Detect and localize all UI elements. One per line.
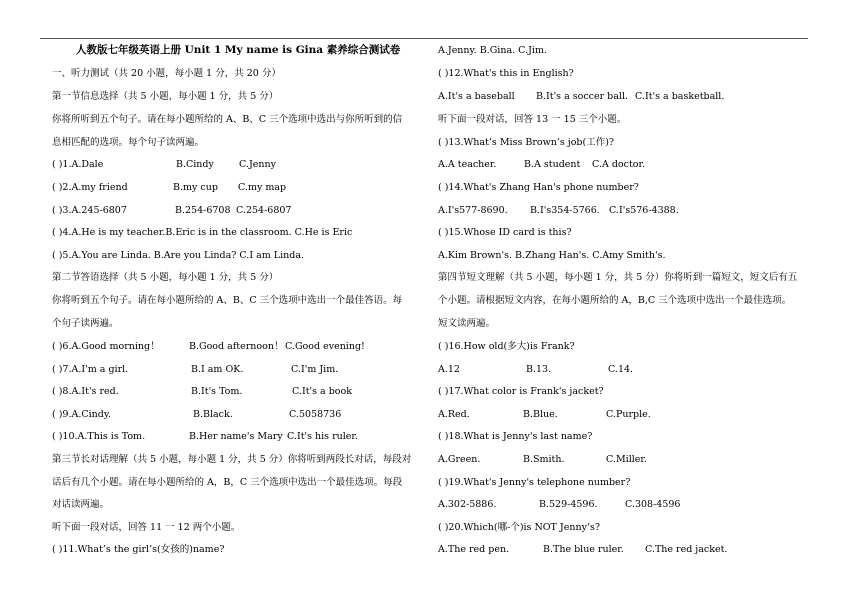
instruction-text: 听下面一段对话，回答 11 一 12 两个小题。 (52, 522, 241, 533)
question-17-options (438, 409, 651, 421)
option-c: C.Good evening! (285, 341, 365, 352)
option-b: B.13. (526, 364, 552, 375)
option-c: C.It's a basketball. (635, 91, 725, 102)
option-b: B.I am OK. (191, 364, 244, 375)
question-17: ( )17.What color is Frank's jacket? (438, 386, 604, 397)
question-stem: ( )4.A.He is my teacher.B.Eric is in the classroom. C.He is Eric (52, 227, 353, 238)
page-title: 人教版七年级英语上册 Unit 1 My name is Gina 素养综合测试卷 (76, 44, 401, 56)
option-c: C.254-6807 (236, 205, 292, 216)
option-c: C.I's576-4388. (609, 205, 679, 216)
part-heading: 第三节长对话理解（共 5 小题，每小题 1 分，共 5 分）你将听到两段长对话，每段对 (52, 454, 412, 465)
question-18: ( )18.What is Jenny's last name? (438, 431, 593, 442)
question-4 (52, 227, 352, 239)
option-a: A.I's577-8690. (438, 205, 508, 216)
part-heading: 第一节信息选择（共 5 小题，每小题 1 分，共 5 分） (52, 91, 279, 102)
question-stem: ( )6.A.Good morning！ (52, 341, 160, 352)
question-stem: ( )2.A.my friend (52, 182, 128, 193)
question-stem: ( )8.A.It's red. (52, 386, 119, 397)
question-3 (52, 205, 292, 217)
instruction-text: 息相匹配的选项。每个句子读两遍。 (52, 137, 205, 148)
question-15: ( )15.Whose ID card is this? (438, 227, 572, 238)
instruction-text: 你将听到五个句子。请在每小题所给的 A、B、C 三个选项中选出一个最佳答语。每 (52, 295, 403, 306)
option-c: C.308-4596 (625, 499, 681, 510)
option-b: B.It's a soccer ball. (536, 91, 629, 102)
question-15-options: A.Kim Brown's. B.Zhang Han's. C.Amy Smith's. (438, 250, 666, 261)
option-b: B.Her name's Mary (189, 431, 283, 442)
question-6 (52, 341, 365, 353)
question-12: ( )12.What's this in English? (438, 68, 574, 79)
option-b: B.Good afternoon！ (189, 341, 284, 352)
question-19: ( )19.What's Jenny's telephone number? (438, 477, 631, 488)
option-b: B.my cup (173, 182, 218, 193)
option-c: C.14. (608, 364, 634, 375)
option-c: C.my map (238, 182, 287, 193)
question-12-options (438, 91, 725, 103)
option-c: C.Jenny (239, 159, 276, 170)
option-a: A.12 (438, 364, 460, 375)
option-b: B.Black. (193, 409, 233, 420)
option-a: A.A teacher. (438, 159, 497, 170)
question-16: ( )16.How old(多大)is Frank? (438, 341, 575, 352)
question-stem: ( )10.A.This is Tom. (52, 431, 146, 442)
header-rule (40, 38, 808, 39)
option-c: C.It's his ruler. (287, 431, 358, 442)
question-20: ( )20.Which(哪-个)is NOT Jenny’s? (438, 522, 600, 533)
option-c: C.Purple. (606, 409, 651, 420)
option-c: C.It's a book (292, 386, 352, 397)
option-b: B.Cindy (176, 159, 214, 170)
option-b: B.Smith. (523, 454, 565, 465)
instruction-text: 听下面一段对话，回答 13 一 15 三个小题。 (438, 114, 627, 125)
option-b: B.I's354-5766. (530, 205, 600, 216)
option-b: B.254-6708 (175, 205, 231, 216)
option-a: A.Red. (438, 409, 470, 420)
option-a: A.It's a baseball (438, 91, 515, 102)
option-b: B.A student (524, 159, 581, 170)
question-stem: ( )7.A.I'm a girl. (52, 364, 129, 375)
part-heading: 第四节短文理解（共 5 小题，每小题 1 分，共 5 分）你将听到一篇短文，短文后有五 (438, 272, 798, 283)
instruction-text: 个句子读两遍。 (52, 318, 119, 329)
question-stem: ( )9.A.Cindy. (52, 409, 112, 420)
question-20-options (438, 544, 728, 556)
option-a: A.302-5886. (438, 499, 497, 510)
question-7 (52, 364, 339, 376)
question-stem: ( )1.A.Dale (52, 159, 104, 170)
question-13-options (438, 159, 646, 171)
instruction-text: 话后有几个小题。请在每小题所给的 A，B，C 三个选项中选出一个最佳选项。每段 (52, 477, 403, 488)
question-11 (52, 544, 224, 556)
question-8 (52, 386, 352, 398)
option-c: C.A doctor. (592, 159, 646, 170)
instruction-text: 个小题。请根据短文内容，在每小题所给的 A，B,C 三个选项中选出一个最佳选项。 (438, 295, 792, 306)
option-b: B.529-4596. (539, 499, 598, 510)
question-5 (52, 250, 304, 262)
option-c: C.Miller. (606, 454, 647, 465)
question-1 (52, 159, 276, 171)
option-a: A.Green. (438, 454, 481, 465)
option-c: C.The red jacket. (645, 544, 728, 555)
question-2 (52, 182, 287, 194)
option-b: B.Blue. (523, 409, 558, 420)
question-14-options (438, 205, 679, 217)
option-b: B.It's Tom. (191, 386, 243, 397)
question-13: ( )13.What’s Miss Brown’s job(工作)? (438, 137, 615, 148)
question-14: ( )14.What's Zhang Han's phone number? (438, 182, 639, 193)
option-c: C.I'm Jim. (291, 364, 339, 375)
section-heading: 一、听力测试（共 20 小题，每小题 1 分，共 20 分） (52, 68, 281, 79)
question-11-options: A.Jenny. B.Gina. C.Jim. (438, 45, 547, 56)
question-10 (52, 431, 358, 443)
option-a: A.The red pen. (438, 544, 510, 555)
option-c: C.5058736 (289, 409, 342, 420)
question-stem: ( )11.What’s the girl’s(女孩的)name? (52, 544, 225, 555)
question-stem: ( )3.A.245-6807 (52, 205, 127, 216)
instruction-text: 对话读两遍。 (52, 499, 110, 510)
question-16-options (438, 364, 634, 376)
option-b: B.The blue ruler. (543, 544, 624, 555)
instruction-text: 短文读两遍。 (438, 318, 496, 329)
instruction-text: 你将所听到五个句子。请在每小题所给的 A、B、C 三个选项中选出与你所听到的信 (52, 114, 403, 125)
question-18-options (438, 454, 647, 466)
question-9 (52, 409, 342, 421)
question-19-options (438, 499, 681, 511)
part-heading: 第二节答语选择（共 5 小题，每小题 1 分，共 5 分） (52, 272, 279, 283)
question-stem: ( )5.A.You are Linda. B.Are you Linda? C.I am Linda. (52, 250, 305, 261)
